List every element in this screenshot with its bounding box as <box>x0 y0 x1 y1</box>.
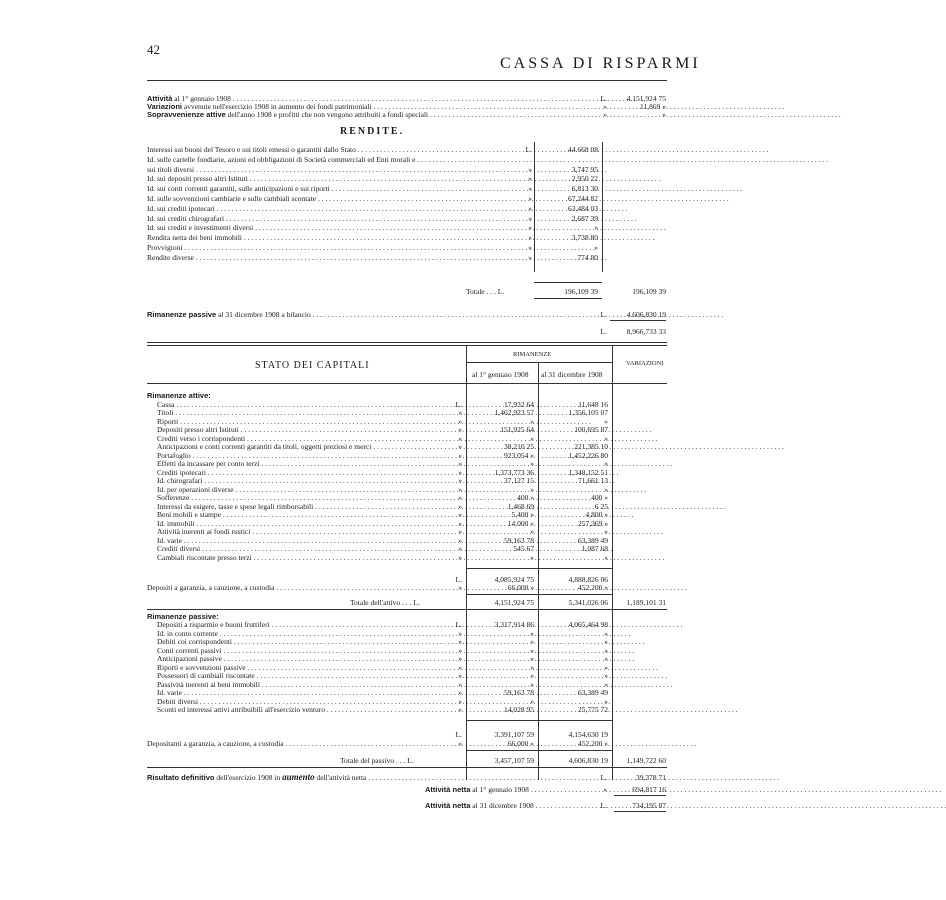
unit: » <box>458 459 462 468</box>
unit: » <box>528 194 532 203</box>
value-jan: 3,457,107 59 <box>494 756 534 765</box>
unit: » <box>458 696 462 706</box>
column-header: al 1° gennaio 1908 <box>472 370 529 379</box>
unit: » <box>458 645 462 655</box>
amount: 3,747 95 <box>571 164 598 174</box>
value-jan: 151,925 64 <box>500 425 534 434</box>
amount: 4.151,924 75 <box>626 94 666 103</box>
unit: » <box>528 223 532 233</box>
unit: » <box>458 442 462 451</box>
section-heading: RENDITE. <box>340 126 405 137</box>
attive-row: Portafoglio . . . <box>157 451 454 460</box>
rule <box>147 383 667 384</box>
bold-label: Attività <box>147 94 173 103</box>
rendite-row: Id. sulle sovvenzioni cambiarie e sulle cambiali scontate . . . <box>147 194 523 203</box>
value-jan: 1,462,923 57 <box>494 408 534 417</box>
value-dec: 4,888,826 06 <box>568 575 608 584</box>
value-jan: » <box>530 679 534 689</box>
value-dec: » <box>604 628 608 638</box>
value-jan: » <box>530 645 534 655</box>
value-dec: 400 » <box>591 493 608 502</box>
value-dec: 1,356,105 07 <box>568 408 608 417</box>
value-jan: 1,373,773 36 <box>494 467 534 477</box>
amount: 63,484 03 <box>568 203 598 213</box>
value-dec: » <box>604 459 608 468</box>
passive-row: Riporti e sovvenzioni passive . . . <box>157 663 454 672</box>
value-dec: » <box>604 637 608 646</box>
value-jan: 14,000 » <box>507 518 534 528</box>
top-line: Variazioni avvenute nell'esercizio 1908 in aumento dei fondi patrimoniali . . . <box>147 102 587 111</box>
deposit-row: Depositanti a garanzia, a cauzione, a custodia . . . <box>147 739 454 748</box>
unit: » <box>458 476 462 485</box>
attive-row: Id. per operazioni diverse . . . <box>157 485 454 494</box>
value-dec: 257,369 » <box>578 518 608 528</box>
amount: 6,813 30 <box>571 184 598 194</box>
value-dec: 71,661 13 <box>578 476 608 485</box>
amount: » <box>662 110 666 119</box>
amount: 44.668 08 <box>568 145 598 154</box>
passive-row: Sconti ed interessi attivi attribuibili all'esercizio venturo . . . <box>157 705 454 714</box>
attive-row: Crediti verso i corrispondenti . . . <box>157 434 454 443</box>
rendite-row: Id. sui conti correnti garantiti, sulle anticipazioni e sui riporti . . . <box>147 184 523 193</box>
passive-row: Id. varie . . . <box>157 688 454 697</box>
rule <box>466 594 612 595</box>
attive-row: Crediti diversi . . . <box>157 544 454 553</box>
net-assets-jan: Attività netta al 1° gennaio 1908 . . . <box>425 785 585 794</box>
rendite-row: Id. sulle cartelle fondiarie, azioni ed obbligazioni di Società commerciali ed Enti morali e . . . <box>147 155 532 164</box>
value-dec: » <box>604 416 608 426</box>
value-dec: 5,341,026 06 <box>568 598 608 607</box>
value-jan: 3,317,914 86 <box>494 620 534 629</box>
unit: L. <box>600 801 607 810</box>
total-label: Totale . . . L. <box>466 287 505 296</box>
bold-label: Attività netta <box>425 801 471 810</box>
rule <box>534 282 602 283</box>
unit: » <box>458 467 462 477</box>
rule <box>466 362 612 363</box>
rule <box>147 609 667 610</box>
unit: L. <box>600 327 607 336</box>
attive-row: Riporti . . . <box>157 417 454 426</box>
unit: » <box>528 243 532 252</box>
total-label: Totale dell'attivo . . . L. <box>350 598 420 607</box>
value-dec: 63,389 49 <box>578 688 608 697</box>
value-jan: 400 » <box>517 493 534 502</box>
table-heading: STATO DEI CAPITALI <box>255 360 370 371</box>
passive-row: Depositi a risparmio e buoni fruttiferi . . . <box>157 620 454 629</box>
passive-row: Id. in conto corrente . . . <box>157 629 454 638</box>
unit: » <box>458 501 462 511</box>
unit: » <box>458 705 462 714</box>
unit: » <box>528 213 532 223</box>
rendite-row: Rendite diverse . . . <box>147 253 523 262</box>
unit: » <box>458 583 462 592</box>
unit: » <box>458 416 462 426</box>
value-jan: 59,163 78 <box>504 688 534 697</box>
subheading: Rimanenze passive: <box>147 612 219 621</box>
value-jan: 66,000 » <box>507 739 534 748</box>
unit: » <box>458 510 462 519</box>
value-dec: » <box>604 552 608 562</box>
value-jan: » <box>530 637 534 646</box>
unit: » <box>458 535 462 545</box>
amount: 734,195 87 <box>632 801 666 810</box>
value-dec: 452,200 » <box>578 583 608 592</box>
value-dec: » <box>604 679 608 689</box>
header-rule <box>147 80 667 81</box>
unit: L. <box>455 620 462 629</box>
unit: » <box>528 184 532 194</box>
unit: » <box>458 671 462 680</box>
value-dec: 100,695 87 <box>574 425 608 434</box>
unit: » <box>458 450 462 460</box>
amount: 3,738 80 <box>571 233 598 243</box>
attive-row: Cassa . . . <box>157 400 454 409</box>
value-jan: 4,151,924 75 <box>494 598 534 607</box>
value-jan: 4,085,924 75 <box>494 575 534 584</box>
column-group-header: RIMANENZE <box>513 351 552 358</box>
rendite-row: Id. sui crediti e investimenti diversi . . . <box>147 223 523 232</box>
value-dec: » <box>604 654 608 663</box>
value-jan: » <box>530 527 534 536</box>
rule <box>534 298 602 299</box>
amount: 694,817 16 <box>632 785 666 794</box>
deposit-row: Depositi a garanzia, a cauzione, a custodia . . . <box>147 583 454 592</box>
running-title: CASSA DI RISPARMI <box>500 55 701 72</box>
unit: L. <box>600 94 607 103</box>
attive-row: Id. chirografari . . . <box>157 476 454 485</box>
bold-label: Attività netta <box>425 785 471 794</box>
value-dec: 4,154,630 19 <box>568 730 608 739</box>
amount: 67,244 82 <box>568 194 598 203</box>
variation: 1,189,101 31 <box>626 598 666 607</box>
attive-row: Cambiali riscontate presso terzi . . . <box>157 553 454 562</box>
attive-row: Effetti da incassare per conto terzi . . . <box>157 459 454 468</box>
value-dec: 452,200 » <box>578 739 608 748</box>
attive-row: Depositi presso altri Istituti . . . <box>157 425 454 434</box>
value-jan: 5,400 » <box>511 510 534 519</box>
value-jan: 14,028 95 <box>504 705 534 714</box>
rendite-row: Id. sui depositi presso altri Istituti . . . <box>147 174 523 183</box>
rule <box>466 568 612 569</box>
rule <box>147 342 667 343</box>
rule <box>147 767 667 768</box>
rule <box>466 720 612 721</box>
attive-row: Anticipazioni e conti correnti garantiti da titoli, oggetti preziosi e merci . . . <box>157 442 454 451</box>
value-dec: 4,800 » <box>585 510 608 519</box>
value-jan: » <box>530 671 534 680</box>
unit: L. <box>455 399 462 409</box>
unit: L. <box>600 310 607 319</box>
bold-label: Rimanenze passive <box>147 310 217 319</box>
value-dec: » <box>604 671 608 680</box>
unit: » <box>458 518 462 528</box>
value-jan: » <box>530 654 534 663</box>
value-jan: 17,932 64 <box>504 399 534 409</box>
unit: » <box>458 544 462 553</box>
unit: » <box>603 785 607 794</box>
unit: » <box>603 102 607 111</box>
value-jan: 1,468 69 <box>507 501 534 511</box>
unit: » <box>458 679 462 689</box>
value-jan: 923,054 » <box>504 450 534 460</box>
value-jan: » <box>530 433 534 443</box>
value-jan: 545 67 <box>513 544 534 553</box>
unit: » <box>458 739 462 748</box>
unit: L. <box>455 575 462 584</box>
value-jan: » <box>530 696 534 706</box>
net-assets-dec: Attività netta al 31 dicembre 1908 . . . <box>425 801 585 810</box>
attive-row: Sofferenze . . . <box>157 493 454 502</box>
value-dec: 221,385 10 <box>574 442 608 451</box>
unit: » <box>458 484 462 494</box>
value-dec: 25,775 72 <box>578 705 608 714</box>
unit: » <box>458 688 462 697</box>
value-dec: » <box>604 433 608 443</box>
value-jan: 3,391,107 59 <box>494 730 534 739</box>
passive-row: Debiti coi corrispondenti . . . <box>157 637 454 646</box>
bold-label: Variazioni <box>147 102 183 111</box>
column-header: VARIAZIONI <box>626 360 664 367</box>
rendite-row: Provvigioni . . . <box>147 243 523 252</box>
value-dec: » <box>604 527 608 536</box>
top-line: Sopravvenienze attive dell'anno 1908 e profitti che non vengono attribuiti a fondi speciali . . . <box>147 110 587 119</box>
value-jan: 59,163 78 <box>504 535 534 545</box>
value-jan: » <box>530 484 534 494</box>
value-jan: » <box>530 628 534 638</box>
value-jan: 37,127 15 <box>504 476 534 485</box>
passive-row: Conti correnti passivi . . . <box>157 646 454 655</box>
passive-row: Possessori di cambiali riscontate . . . <box>157 671 454 680</box>
attive-row: Beni mobili e stampe . . . <box>157 510 454 519</box>
value-dec: 6 25 <box>594 501 608 511</box>
attive-row: Id. immobili . . . <box>157 519 454 528</box>
value-dec: 1,087 68 <box>581 544 608 553</box>
rimanenze-passive-line: Rimanenze passive al 31 dicembre 1908 a bilancio . . . <box>147 310 587 319</box>
value-dec: » <box>604 696 608 706</box>
variation: 1,149,722 60 <box>626 756 666 765</box>
passive-row: Passività inerenti ai beni immobili . . . <box>157 680 454 689</box>
amount: 4.606,830 19 <box>626 310 666 319</box>
unit: » <box>528 174 532 184</box>
value-jan: 38,210 25 <box>504 442 534 451</box>
unit: » <box>458 493 462 502</box>
amount: 8,966,733 33 <box>626 327 666 336</box>
unit: L. <box>600 773 607 782</box>
value-dec: 4,065,464 98 <box>568 620 608 629</box>
value-jan: » <box>530 552 534 562</box>
amount: 11,869 » <box>640 102 666 111</box>
rule <box>610 320 666 321</box>
subheading: Rimanenze attive: <box>147 391 211 400</box>
attive-row: Id. varie . . . <box>157 536 454 545</box>
rule <box>614 795 666 796</box>
amount: 2,687 39 <box>571 213 598 223</box>
amount: 196,109 39 <box>632 287 666 296</box>
value-dec: » <box>604 645 608 655</box>
attive-row: Titoli . . . <box>157 408 454 417</box>
value-jan: » <box>530 459 534 468</box>
unit: » <box>603 110 607 119</box>
top-line: Attività al 1° gennaio 1908 . . . <box>147 94 587 103</box>
column-header: al 31 dicembre 1908 <box>541 370 603 379</box>
rule <box>614 811 666 812</box>
unit: » <box>458 408 462 417</box>
result-line: Risultato definitivo dell'esercizio 1908 in aumento dell'attività netta . . . <box>147 773 587 782</box>
value-dec: » <box>604 662 608 672</box>
value-dec: 11,648 16 <box>578 399 608 409</box>
rendite-row: Interessi sui buoni del Tesoro e sui titoli emessi o garantiti dallo Stato . . . <box>147 145 523 154</box>
total-label: Totale del passivo . . . L. <box>340 756 414 765</box>
unit: » <box>458 637 462 646</box>
rule <box>147 345 667 346</box>
unit: » <box>458 654 462 663</box>
value-dec: 1,348,152 51 <box>568 467 608 477</box>
amount: 39,378 71 <box>636 773 666 782</box>
attive-row: Attività inerenti ai fondi rustici . . . <box>157 527 454 536</box>
unit: » <box>528 164 532 174</box>
attive-row: Interessi da esigere, tasse e spese legali rimborsabili . . . <box>157 502 454 511</box>
unit: » <box>528 233 532 243</box>
value-jan: » <box>530 662 534 672</box>
amount: » <box>594 223 598 233</box>
rule <box>466 750 612 751</box>
unit: L. <box>525 145 532 154</box>
unit: L. <box>455 730 462 739</box>
unit: » <box>458 628 462 638</box>
page-number: 42 <box>147 42 160 57</box>
value-dec: 63,389 49 <box>578 535 608 545</box>
unit: » <box>458 527 462 536</box>
rendite-row: Rendita netta dei beni immobili . . . <box>147 233 523 242</box>
amount: 196,109 39 <box>564 287 598 296</box>
amount: » <box>594 243 598 252</box>
unit: » <box>458 662 462 672</box>
unit: » <box>528 252 532 262</box>
amount: 2,950 22 <box>571 174 598 184</box>
value-dec: 4,606,830 19 <box>568 756 608 765</box>
rendite-row: sui titoli diversi . . . <box>147 165 523 174</box>
value-jan: » <box>530 416 534 426</box>
value-dec: 1,452,226 80 <box>568 450 608 460</box>
unit: » <box>528 203 532 213</box>
passive-row: Anticipazioni passive . . . <box>157 654 454 663</box>
rendite-row: Id. sui crediti chirografari . . . <box>147 214 523 223</box>
attive-row: Crediti ipotecari . . . <box>157 468 454 477</box>
value-jan: 66,000 » <box>507 583 534 592</box>
unit: » <box>458 552 462 562</box>
amount: 774 80 <box>577 252 598 262</box>
passive-row: Debiti diversi . . . <box>157 697 454 706</box>
rendite-row: Id. sui crediti ipotecari . . . <box>147 204 523 213</box>
unit: » <box>458 433 462 443</box>
italic-word: aumento <box>282 772 315 782</box>
bold-label: Risultato definitivo <box>147 773 215 782</box>
value-dec: » <box>604 484 608 494</box>
column-rule <box>612 345 613 780</box>
unit: » <box>458 425 462 434</box>
bold-label: Sopravvenienze attive <box>147 110 226 119</box>
